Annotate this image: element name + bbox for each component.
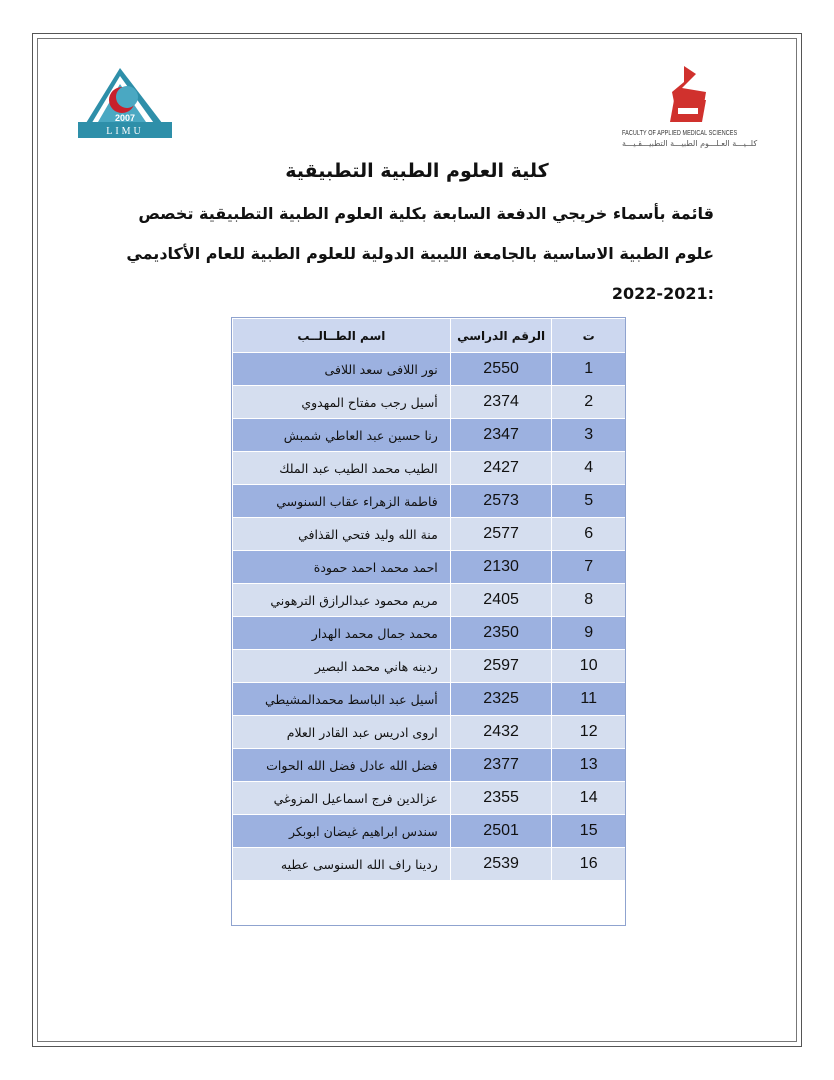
row-number: 8 (552, 584, 626, 617)
faculty-name-arabic: كلــيـــة العـلـــوم الطبيـــة التطبيـــقـيـــة (622, 139, 758, 148)
row-number: 9 (552, 617, 626, 650)
description-line-3: 2022-2021: (611, 284, 714, 303)
faculty-name-english: FACULTY OF APPLIED MEDICAL SCIENCES (622, 130, 738, 137)
header-student-name: اسم الطــالــب (233, 319, 451, 353)
student-id: 2432 (450, 716, 552, 749)
description-line-1: قائمة بأسماء خريجي الدفعة السابعة بكلية العلوم الطبية التطبيقية تخصص (138, 204, 714, 223)
row-number: 10 (552, 650, 626, 683)
graduates-table (232, 318, 626, 881)
row-number: 13 (552, 749, 626, 782)
row-number: 16 (552, 848, 626, 881)
student-id: 2550 (450, 353, 552, 386)
student-id: 2577 (450, 518, 552, 551)
table-row (233, 353, 626, 386)
row-number: 3 (552, 419, 626, 452)
row-number: 4 (552, 452, 626, 485)
table-row (233, 386, 626, 419)
table-row (233, 551, 626, 584)
student-name: الطيب محمد الطيب عبد الملك (233, 452, 451, 485)
student-id: 2374 (450, 386, 552, 419)
row-number: 11 (552, 683, 626, 716)
student-id: 2377 (450, 749, 552, 782)
table-row (233, 419, 626, 452)
student-name: مريم محمود عبدالرازق الترهوني (233, 584, 451, 617)
table-row (233, 848, 626, 881)
student-name: عزالدين فرج اسماعيل المزوغي (233, 782, 451, 815)
student-id: 2597 (450, 650, 552, 683)
student-name: فاطمة الزهراء عقاب السنوسي (233, 485, 451, 518)
row-number: 7 (552, 551, 626, 584)
row-number: 1 (552, 353, 626, 386)
description-line-2: علوم الطبية الاساسية بالجامعة الليبية الدولية للعلوم الطبية للعام الأكاديمي (126, 244, 714, 263)
student-name: رنا حسين عبد العاطي شمبش (233, 419, 451, 452)
student-id: 2347 (450, 419, 552, 452)
student-name: نور اللافى سعد اللافى (233, 353, 451, 386)
student-name: فضل الله عادل فضل الله الحوات (233, 749, 451, 782)
table-row (233, 617, 626, 650)
table-row (233, 452, 626, 485)
document-title: كلية العلوم الطبية التطبيقية (285, 160, 549, 182)
table-row (233, 584, 626, 617)
row-number: 14 (552, 782, 626, 815)
table-row (233, 716, 626, 749)
student-id: 2350 (450, 617, 552, 650)
logo-name: LIMU (106, 126, 144, 137)
student-name: اروى ادريس عبد القادر العلام (233, 716, 451, 749)
table-header-row (233, 319, 626, 353)
table-row (233, 485, 626, 518)
table-row (233, 782, 626, 815)
row-number: 12 (552, 716, 626, 749)
student-id: 2355 (450, 782, 552, 815)
student-id: 2501 (450, 815, 552, 848)
header-number: ت (552, 319, 626, 353)
student-name: سندس ابراهيم غيضان ابوبكر (233, 815, 451, 848)
student-id: 2325 (450, 683, 552, 716)
student-name: ردينه هاني محمد البصير (233, 650, 451, 683)
limu-logo (76, 66, 174, 138)
student-id: 2405 (450, 584, 552, 617)
row-number: 5 (552, 485, 626, 518)
table-row (233, 650, 626, 683)
row-number: 2 (552, 386, 626, 419)
table-row (233, 683, 626, 716)
logo-year: 2007 (114, 113, 136, 123)
table-row (233, 815, 626, 848)
student-id: 2539 (450, 848, 552, 881)
student-name: محمد جمال محمد الهدار (233, 617, 451, 650)
student-name: احمد محمد احمد حمودة (233, 551, 451, 584)
student-name: أسيل عبد الباسط محمدالمشيطي (233, 683, 451, 716)
row-number: 15 (552, 815, 626, 848)
student-id: 2573 (450, 485, 552, 518)
student-name: أسيل رجب مفتاح المهدوي (233, 386, 451, 419)
student-id: 2130 (450, 551, 552, 584)
student-id: 2427 (450, 452, 552, 485)
table-row (233, 749, 626, 782)
student-name: منة الله وليد فتحي القذافي (233, 518, 451, 551)
header-student-id: الرقم الدراسي (450, 319, 552, 353)
student-name: ردينا راف الله السنوسى عطيه (233, 848, 451, 881)
table-row (233, 518, 626, 551)
row-number: 6 (552, 518, 626, 551)
